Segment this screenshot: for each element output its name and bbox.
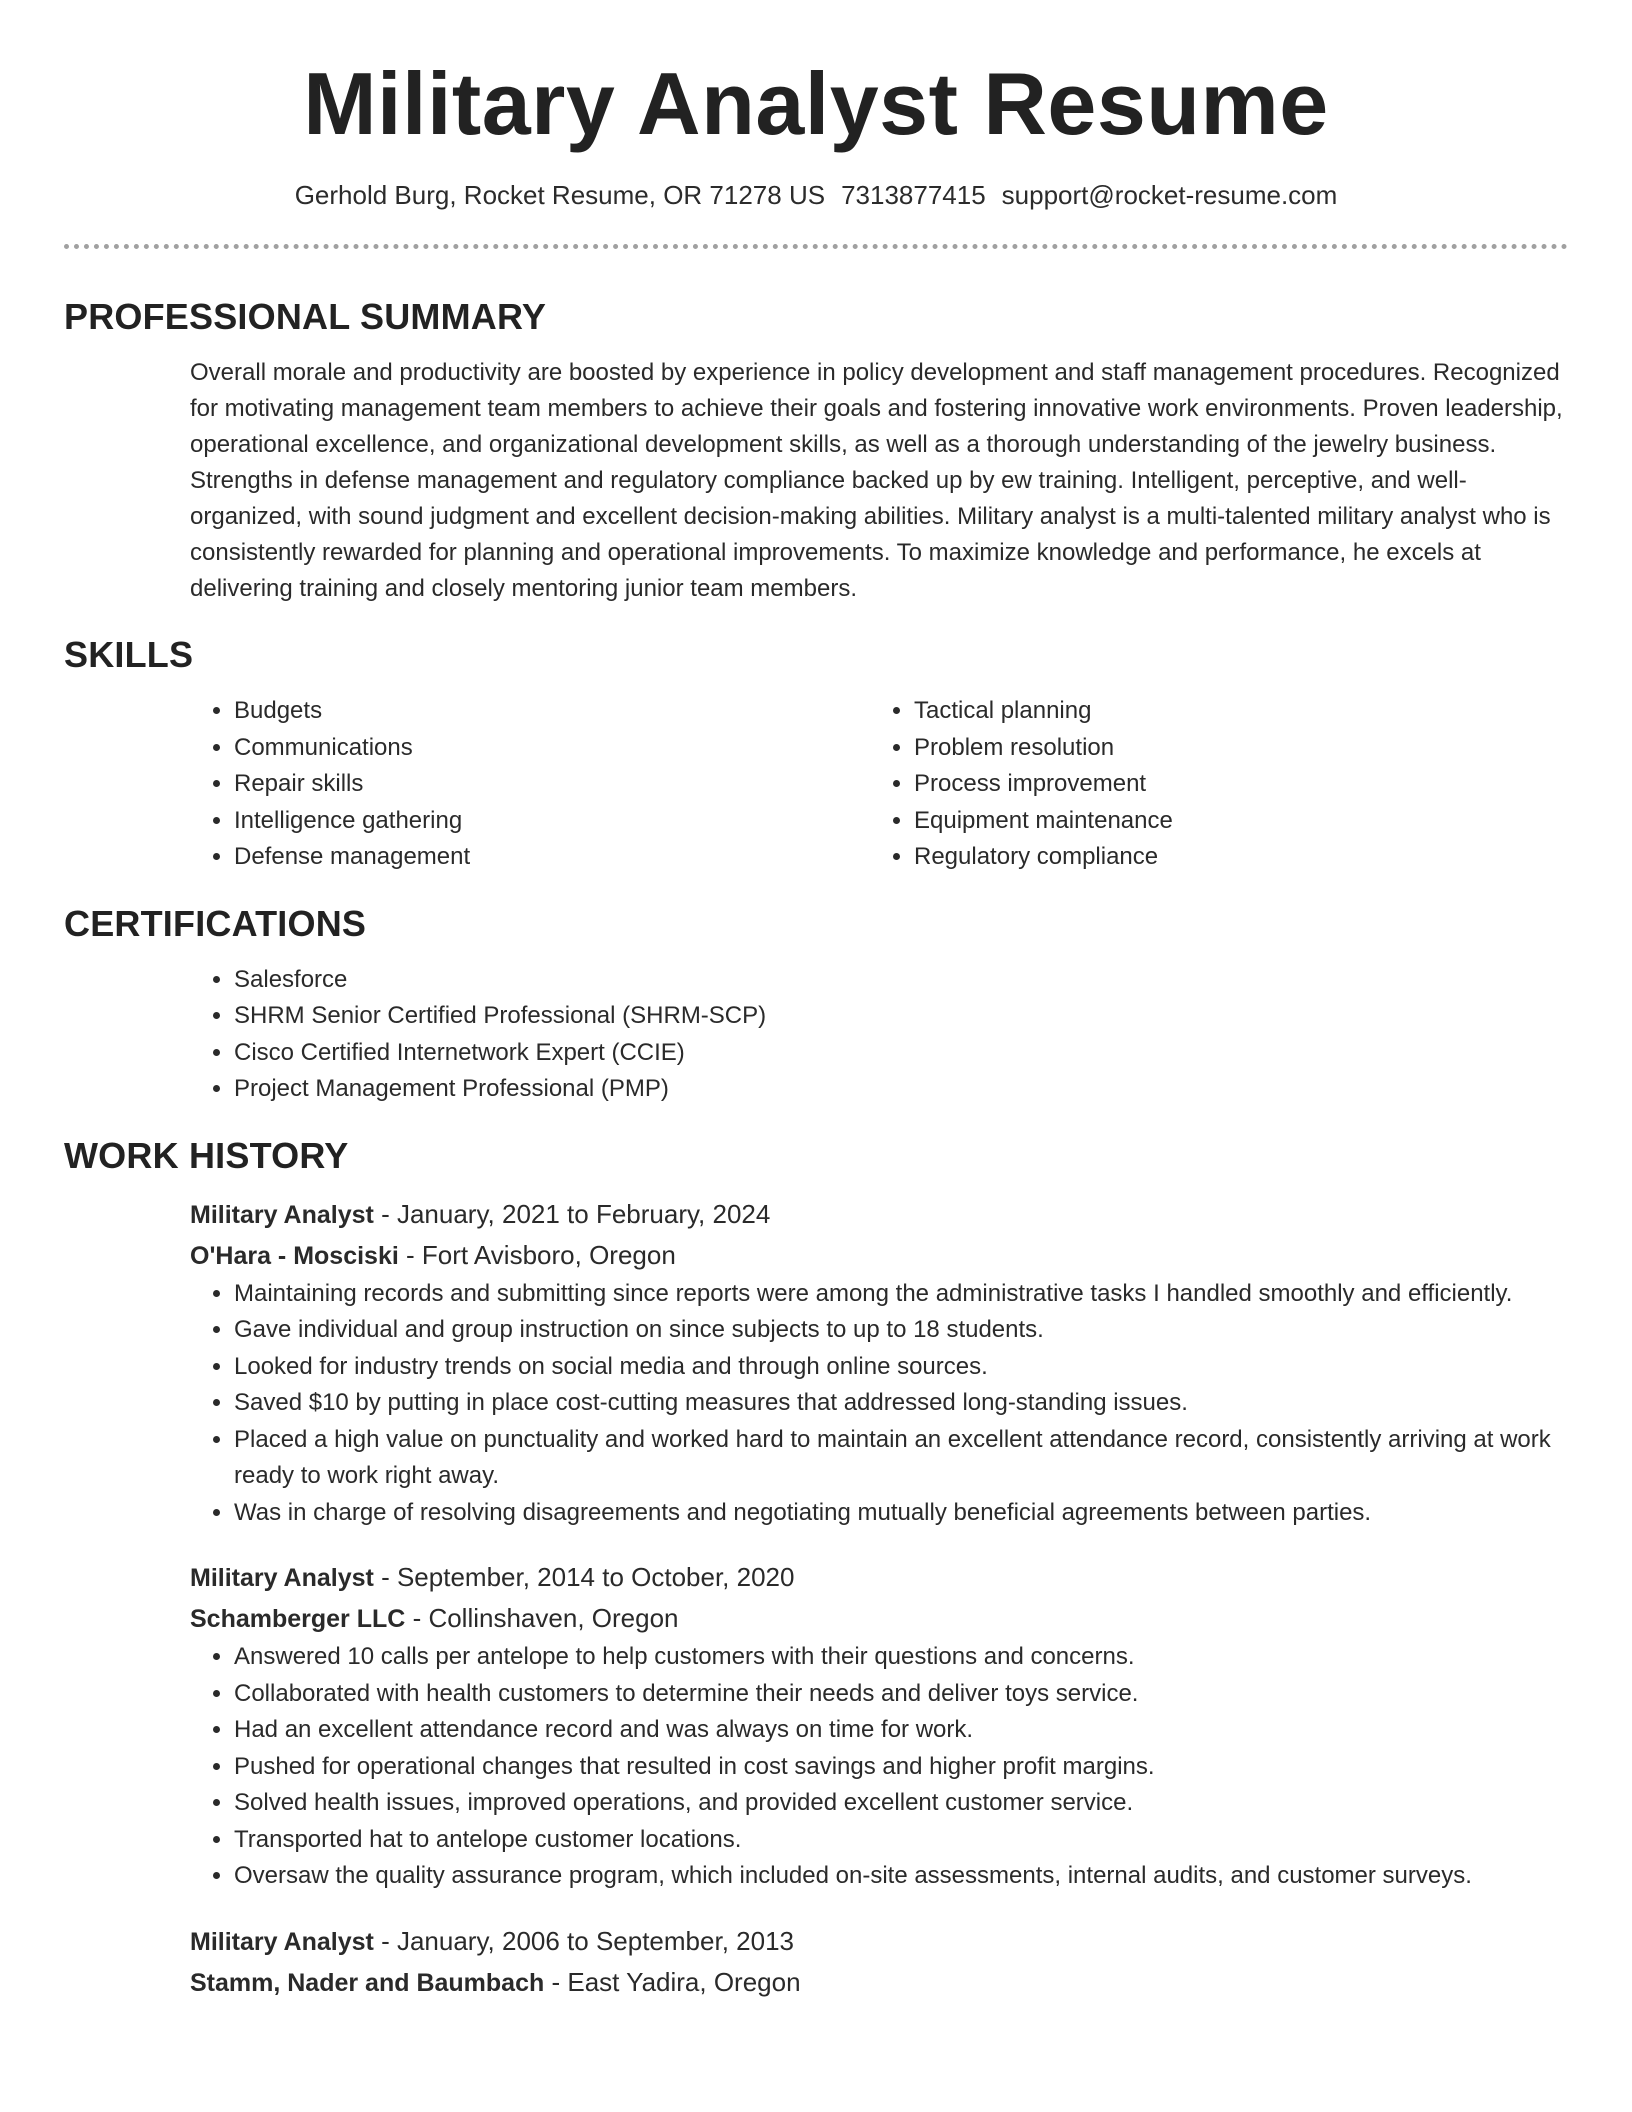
job-title-line [190, 1194, 1568, 1235]
skill-item: • Tactical planning [914, 693, 1550, 730]
job-dates: - January, 2006 to September, 2013 [373, 1925, 794, 1956]
skill-item: • Process improvement [914, 766, 1550, 803]
job-bullets [190, 1639, 1568, 1895]
job-company-line [190, 1962, 1568, 2003]
job-bullet: • Pushed for operational changes that resulted in cost savings and higher profit margins. [234, 1749, 1568, 1786]
job-company-line [190, 1235, 1568, 1276]
job-entry [190, 1557, 1568, 1895]
job-bullet: • Gave individual and group instruction on since subjects to up to 18 students. [234, 1312, 1568, 1349]
skill-item: • Intelligence gathering [234, 803, 870, 840]
certifications-block [190, 962, 1568, 1108]
skill-item: • Equipment maintenance [914, 803, 1550, 840]
job-bullet: • Answered 10 calls per antelope to help customers with their questions and concerns. [234, 1639, 1568, 1676]
job-entry [190, 1194, 1568, 1532]
certification-item: • Project Management Professional (PMP) [234, 1071, 1568, 1108]
job-company: Schamberger LLC [190, 1605, 406, 1633]
work-history-heading: WORK HISTORY [64, 1134, 349, 1176]
contact-address: Gerhold Burg, Rocket Resume, OR 71278 US [294, 180, 826, 210]
job-location: - Collinshaven, Oregon [405, 1603, 679, 1633]
job-bullet: • Transported hat to antelope customer locations. [234, 1822, 1568, 1859]
job-entry [190, 1921, 1568, 2003]
job-title: Military Analyst [190, 1564, 374, 1592]
job-bullet: • Solved health issues, improved operations, and provided excellent customer service. [234, 1785, 1568, 1822]
job-bullet: • Was in charge of resolving disagreements and negotiating mutually beneficial agreements between parties. [234, 1495, 1568, 1532]
job-bullet: • Had an excellent attendance record and was always on time for work. [234, 1712, 1568, 1749]
summary-heading: PROFESSIONAL SUMMARY [64, 296, 547, 337]
job-bullet: • Collaborated with health customers to determine their needs and deliver toys service. [234, 1676, 1568, 1713]
job-title: Military Analyst [190, 1927, 374, 1956]
header-divider [64, 244, 1568, 249]
summary-text: Overall morale and productivity are boosted by experience in policy development and staff management procedures. Recognized for motivating management team members to achieve their goals and fostering innovative work environments. Proven leadership, operational excellence, and organizational development skills, as well as a thorough understanding of the jewelry business. Strengths in defense management and regulatory compliance backed up by ew training. Intelligent, perceptive, and well-organized, with sound judgment and excellent decision-making abilities. Military analyst is a multi-talented military analyst who is consistently rewarded for planning and operational improvements. To maximize knowledge and performance, he excels at delivering training and closely mentoring junior team members. [190, 359, 1563, 602]
skill-item: • Budgets [234, 693, 870, 730]
job-location: - Fort Avisboro, Oregon [398, 1239, 676, 1270]
certification-item: • Cisco Certified Internetwork Expert (CCIE) [234, 1035, 1568, 1072]
job-location: - East Yadira, Oregon [544, 1966, 801, 1997]
contact-line [64, 178, 1568, 212]
certification-item: • SHRM Senior Certified Professional (SHRM-SCP) [234, 998, 1568, 1035]
skill-item: • Defense management [234, 839, 870, 876]
job-bullet: • Looked for industry trends on social media and through online sources. [234, 1349, 1568, 1386]
job-bullet: • Maintaining records and submitting since reports were among the administrative tasks I handled smoothly and efficiently. [234, 1276, 1568, 1313]
skills-list-right [870, 693, 1550, 876]
skill-item: • Regulatory compliance [914, 839, 1550, 876]
skills-columns [190, 693, 1568, 876]
job-title: Military Analyst [190, 1200, 374, 1229]
contact-phone: 7313877415 [841, 180, 986, 210]
contact-email: support@rocket-resume.com [1001, 180, 1338, 210]
job-company: O'Hara - Mosciski [190, 1241, 399, 1270]
skill-item: • Communications [234, 730, 870, 767]
job-title-line [190, 1557, 1568, 1598]
certifications-list [190, 962, 1568, 1108]
job-title-line [190, 1921, 1568, 1962]
certifications-heading: CERTIFICATIONS [64, 902, 367, 944]
job-dates: - January, 2021 to February, 2024 [373, 1198, 771, 1229]
job-bullet: • Placed a high value on punctuality and worked hard to maintain an excellent attendance record, consistently arriving at work ready to work right away. [234, 1422, 1568, 1495]
job-bullet: • Saved $10 by putting in place cost-cutting measures that addressed long-standing issues. [234, 1385, 1568, 1422]
skill-item: • Problem resolution [914, 730, 1550, 767]
resume-title: Military Analyst Resume [303, 54, 1329, 153]
skill-item: • Repair skills [234, 766, 870, 803]
job-dates: - September, 2014 to October, 2020 [373, 1562, 795, 1592]
job-bullet: • Oversaw the quality assurance program, which included on-site assessments, internal audits, and customer surveys. [234, 1858, 1568, 1895]
skills-list-left [190, 693, 870, 876]
job-bullets [190, 1276, 1568, 1532]
skills-heading: SKILLS [64, 634, 194, 675]
job-company: Stamm, Nader and Baumbach [190, 1968, 545, 1997]
job-company-line [190, 1598, 1568, 1639]
certification-item: • Salesforce [234, 962, 1568, 999]
